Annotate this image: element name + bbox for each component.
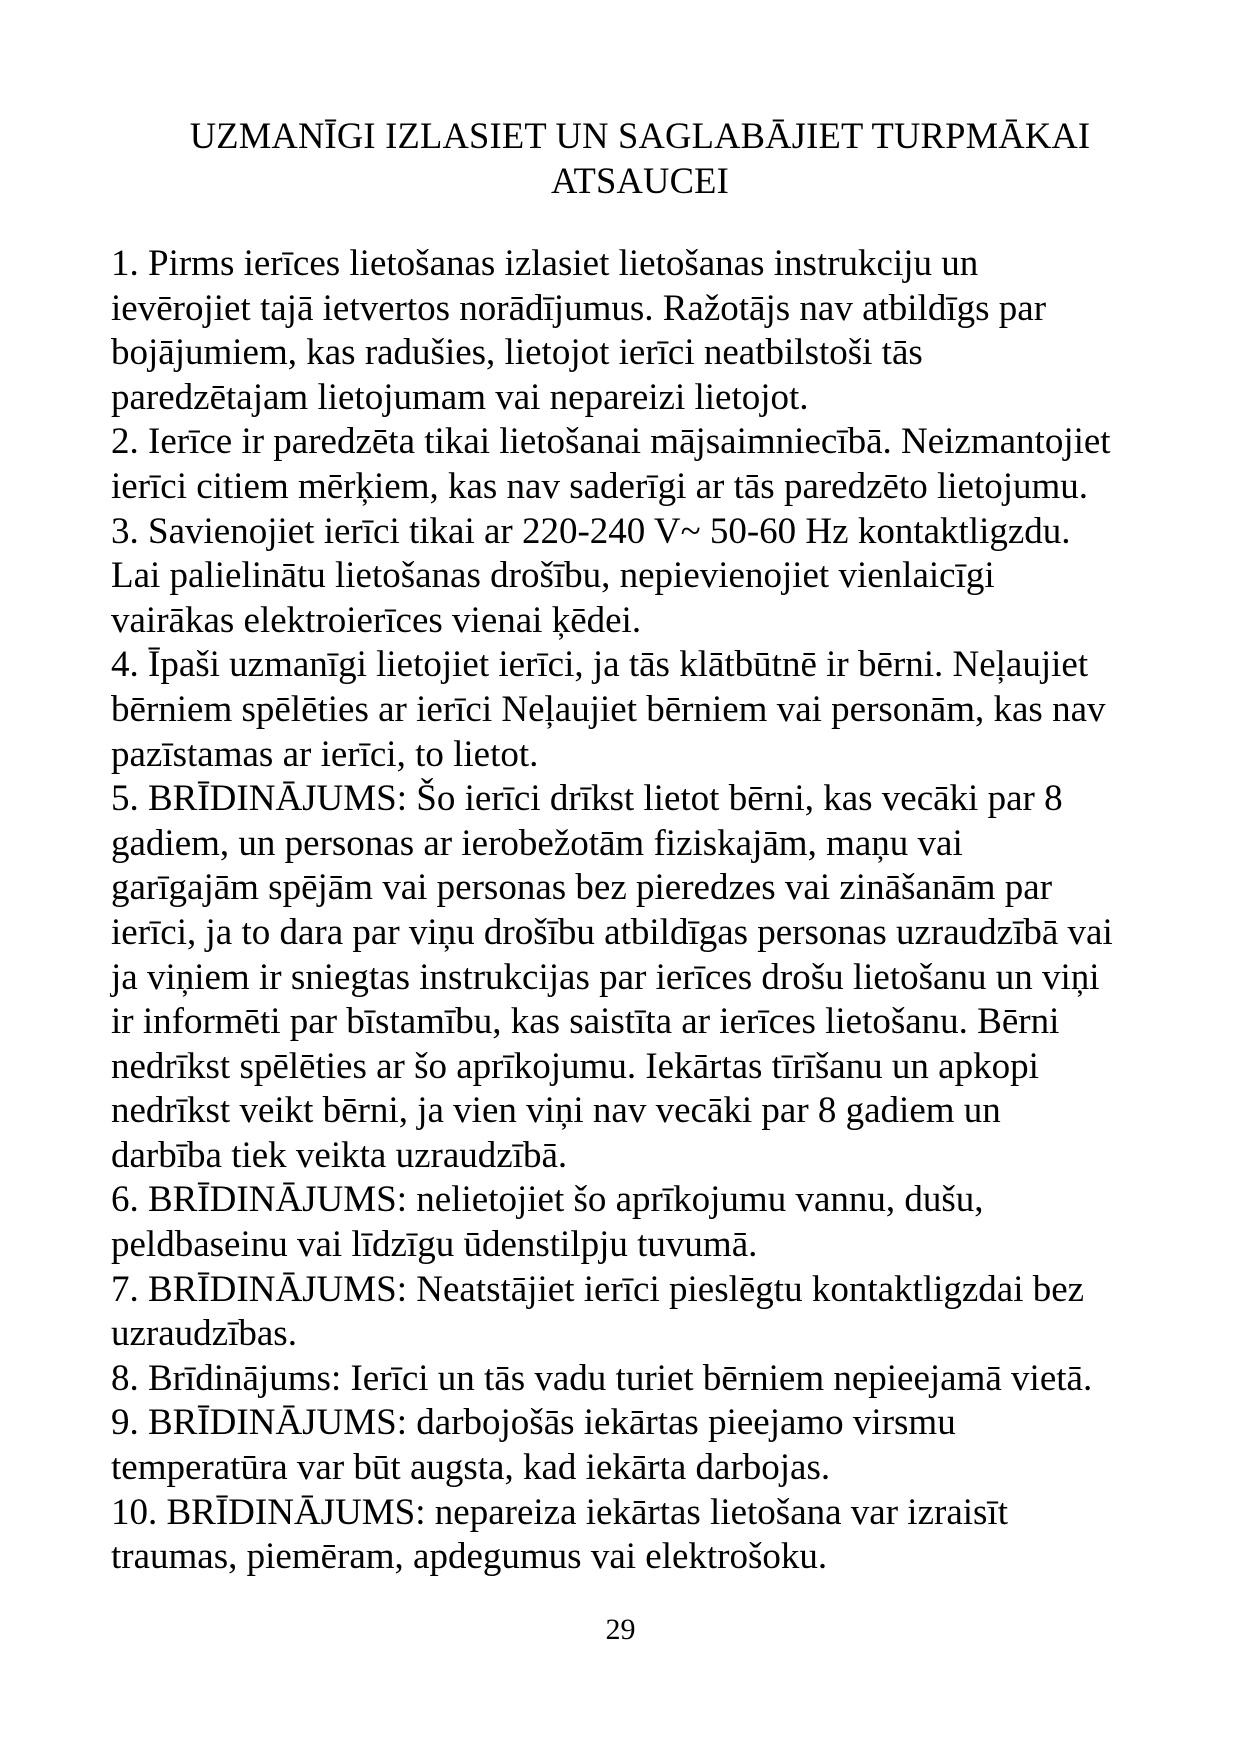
- page-number: 29: [605, 1613, 636, 1646]
- text-line: peldbaseinu vai līdzīgu ūdenstilpju tuvumā.: [111, 1224, 758, 1266]
- text-line: bērniem spēlēties ar ierīci Neļaujiet bērniem vai personām, kas nav: [111, 688, 1106, 730]
- text-line: ievērojiet tajā ietvertos norādījumus. Ražotājs nav atbildīgs par: [111, 287, 1047, 329]
- text-line: ierīci citiem mērķiem, kas nav saderīgi ar tās paredzēto lietojumu.: [111, 465, 1089, 507]
- text-line: uzraudzības.: [111, 1313, 297, 1355]
- page-title: [110, 114, 1170, 203]
- text-line: darbība tiek veikta uzraudzībā.: [111, 1134, 568, 1176]
- text-line: temperatūra var būt augsta, kad iekārta darbojas.: [111, 1447, 831, 1489]
- text-line: gadiem, un personas ar ierobežotām fiziskajām, maņu vai: [111, 822, 963, 864]
- text-line: bojājumiem, kas radušies, lietojot ierīci neatbilstoši tās: [111, 332, 923, 374]
- title-line: UZMANĪGI IZLASIET UN SAGLABĀJIET TURPMĀKAI: [189, 115, 1091, 156]
- text-line: paredzētajam lietojumam vai nepareizi lietojot.: [111, 376, 809, 418]
- text-line: ir informēti par bīstamību, kas saistīta ar ierīces lietošanu. Bērni: [111, 1001, 1060, 1043]
- text-line: 1. Pirms ierīces lietošanas izlasiet lietošanas instrukciju un: [111, 243, 979, 284]
- text-line: 10. BRĪDINĀJUMS: nepareiza iekārtas lietošana var izraisīt: [111, 1491, 1008, 1533]
- text-line: 6. BRĪDINĀJUMS: nelietojiet šo aprīkojumu vannu, dušu,: [111, 1179, 984, 1221]
- text-line: 4. Īpaši uzmanīgi lietojiet ierīci, ja tās klātbūtnē ir bērni. Neļaujiet: [111, 644, 1089, 686]
- text-line: traumas, piemēram, apdegumus vai elektrošoku.: [111, 1536, 828, 1578]
- title-line: ATSAUCEI: [550, 159, 730, 201]
- text-line: garīgajām spējām vai personas bez pieredzes vai zināšanām par: [111, 867, 1053, 909]
- text-line: 8. Brīdinājums: Ierīci un tās vadu turiet bērniem nepieejamā vietā.: [111, 1357, 1093, 1399]
- text-line: 2. Ierīce ir paredzēta tikai lietošanai mājsaimniecībā. Neizmantojiet: [111, 421, 1111, 463]
- text-line: Lai palielinātu lietošanas drošību, nepievienojiet vienlaicīgi: [111, 555, 995, 597]
- text-line: 5. BRĪDINĀJUMS: Šo ierīci drīkst lietot bērni, kas vecāki par 8: [111, 778, 1063, 820]
- text-line: vairākas elektroierīces vienai ķēdei.: [111, 599, 642, 641]
- text-line: pazīstamas ar ierīci, to lietot.: [111, 733, 539, 775]
- safety-instructions-body: [111, 242, 1171, 1580]
- text-line: ierīci, ja to dara par viņu drošību atbildīgas personas uzraudzībā vai: [111, 911, 1113, 953]
- text-line: 9. BRĪDINĀJUMS: darbojošās iekārtas pieejamo virsmu: [111, 1402, 956, 1444]
- text-line: 7. BRĪDINĀJUMS: Neatstājiet ierīci pieslēgtu kontaktligzdai bez: [111, 1268, 1085, 1310]
- text-line: ja viņiem ir sniegtas instrukcijas par ierīces drošu lietošanu un viņi: [111, 956, 1100, 998]
- text-line: 3. Savienojiet ierīci tikai ar 220-240 V~ 50-60 Hz kontaktligzdu.: [111, 510, 1071, 552]
- text-line: nedrīkst veikt bērni, ja vien viņi nav vecāki par 8 gadiem un: [111, 1090, 1001, 1132]
- text-line: nedrīkst spēlēties ar šo aprīkojumu. Iekārtas tīrīšanu un apkopi: [111, 1045, 1039, 1087]
